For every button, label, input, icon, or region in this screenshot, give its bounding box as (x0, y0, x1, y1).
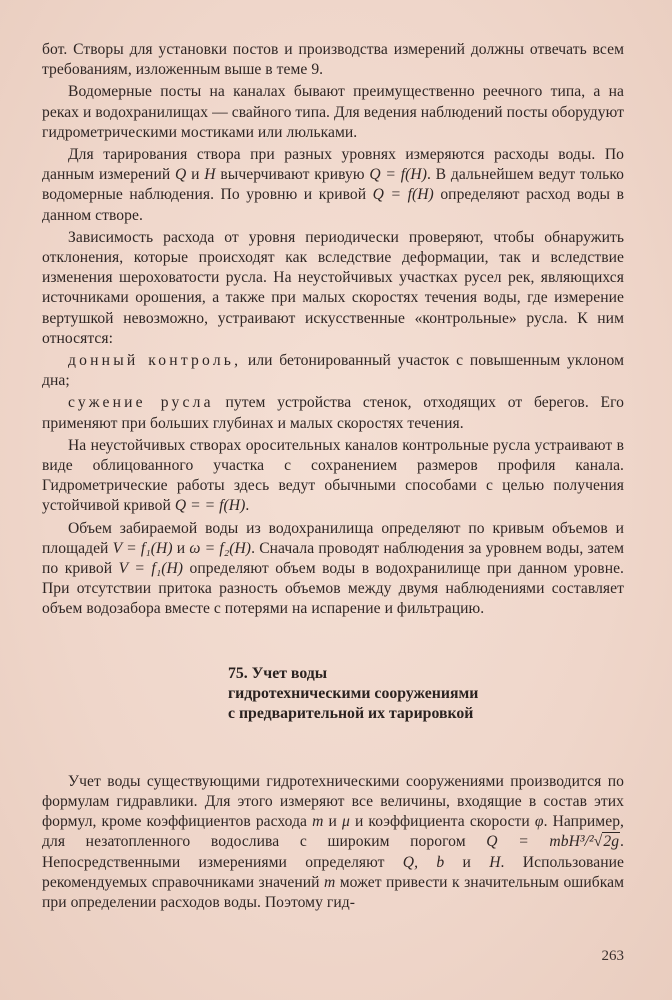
text-run: может привести к значительным ошибкам при определении расходов воды. Поэтому гид- (42, 873, 625, 911)
text-run: и (444, 853, 490, 871)
text-run: . В дальнейшем ведут только водомерные наблюдения. По уровню и кривой (42, 166, 625, 204)
text-run: . Использование рекомендуемых справочниками значений (42, 853, 624, 891)
math-var: Q, b (402, 853, 445, 871)
math-var: H (204, 166, 216, 184)
text-run: определяют расход воды в данном створе. (42, 186, 624, 224)
text-run: и (323, 813, 342, 831)
math-formula: V = f₁(H) (118, 560, 184, 578)
text-run: Объем забираемой воды из водохранилища определяют по кривым объемов и площадей (42, 519, 624, 557)
math-var: m (324, 873, 336, 891)
text-run: и (186, 166, 205, 184)
math-formula: Q = = f(H) (174, 497, 246, 515)
sqrt-sign: √ (593, 833, 603, 851)
math-formula: V = f₁(H) (112, 539, 173, 557)
paragraph-narrowing (42, 393, 624, 433)
paragraph-dependence: Зависимость расхода от уровня периодически проверяют, чтобы обнаружить отклонения, которые происходят как вследствие деформации, так и вследствие изменения шероховатости русла. На неустойчивых участках русел рек, являющихся источниками орошения, а также при малых скоростях течения воды, где измерение вертушкой невозможно, устраивают искусственные «контрольные» русла. К ним относятся: (42, 228, 624, 347)
section-heading (228, 664, 624, 724)
math-radicand: 2g (603, 833, 620, 851)
text-run: . Сначала проводят наблюдения за уровнем воды, затем по кривой (42, 539, 625, 578)
heading-line: 75. Учет воды (228, 664, 328, 682)
math-formula: Q = f(H) (372, 186, 434, 204)
math-var: H (489, 853, 501, 871)
text-run: и (172, 539, 190, 557)
paragraph-canals (42, 436, 624, 517)
math-var: φ (534, 813, 544, 831)
math-var: m (312, 813, 324, 831)
math-var: μ (341, 813, 350, 831)
text-run: определяют объем воды в водохранилище при данном уровне. При отсутствии притока разность объемов между двумя наблюдениями составляет объем водозабора вместе с потерями на испарение и фильтрацию. (42, 560, 625, 618)
page-number: 263 (601, 948, 624, 964)
paragraph-bottom-control (42, 351, 624, 391)
paragraph-reservoir (42, 519, 624, 620)
heading-line: с предварительной их тарировкой (228, 704, 474, 722)
math-var: Q (175, 166, 187, 184)
text-run: вычерчивают кривую (215, 166, 370, 184)
text-run: или бетонированный участок с повышенным уклоном дна; (42, 352, 624, 390)
paragraph-intro: бот. Створы для установки постов и производства измерений должны отвечать всем требованиям, изложенным выше в теме 9. (42, 41, 624, 79)
spaced-term: донный контроль, (68, 352, 242, 370)
text-run: путем устройства стенок, отходящих от берегов. Его применяют при больших глубинах и малых скоростях течения. (42, 394, 624, 432)
text-run: На неустойчивых створах оросительных каналов контрольные русла устраивают в виде облицованного участка с сохранением размеров профиля канала. Гидрометрические работы здесь ведут обычными способами с целью получения устойчивой кривой (42, 436, 624, 515)
spaced-term: сужение русла (68, 394, 214, 412)
text-run: и коэффициента скорости (349, 813, 535, 831)
paragraph-posts: Водомерные посты на каналах бывают преимущественно реечного типа, а на реках и водохранилищах — свайного типа. Для ведения наблюдений посты оборудуют гидрометрическими мостиками или люльками. (42, 83, 624, 141)
paragraph-structures (42, 772, 624, 913)
page-body (42, 40, 624, 913)
math-formula: Q = mbH³/² (486, 833, 594, 851)
math-formula: ω = f₂(H) (189, 539, 252, 557)
text-run: . Например, для незатопленного водослива с широким порогом (42, 813, 624, 851)
text-run: . (245, 497, 250, 515)
text-run: Для тарирования створа при разных уровнях измеряются расходы воды. По данным измерений (42, 146, 624, 184)
text-run: Учет воды существующими гидротехническими сооружениями производится по формулам гидравлики. Для этого измеряют все величины, входящие в состав этих формул, кроме коэффициентов расхода (42, 772, 624, 831)
math-formula: Q = f(H) (369, 166, 427, 184)
heading-line: гидротехническими сооружениями (228, 684, 479, 702)
text-run: . Непосредственными измерениями определяют (42, 833, 624, 871)
paragraph-calibration (42, 145, 624, 226)
